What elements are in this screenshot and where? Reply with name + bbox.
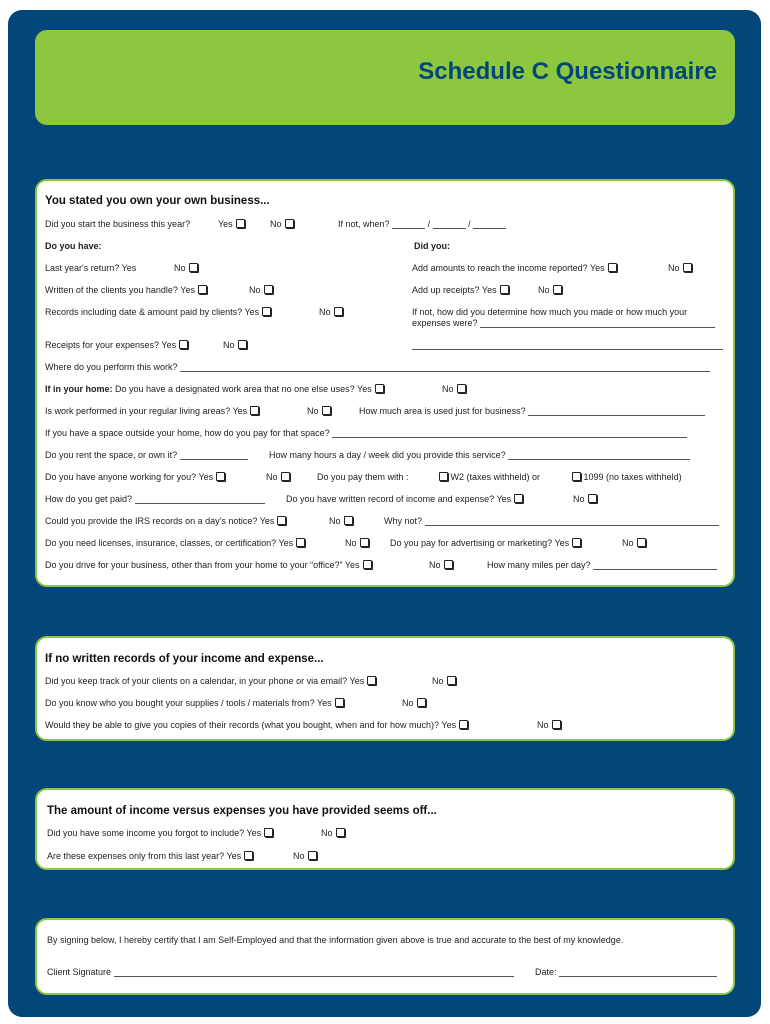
space-outside-field[interactable]	[332, 428, 687, 438]
section-heading: The amount of income versus expenses you have provided seems off...	[47, 805, 437, 817]
forgot-income: Did you have some income you forgot to include? Yes	[47, 828, 273, 839]
drive-yes-checkbox[interactable]	[363, 560, 372, 569]
records-no: No	[319, 307, 343, 318]
day-field[interactable]	[433, 219, 466, 229]
records-yes-checkbox[interactable]	[262, 307, 271, 316]
add-amounts-no-checkbox[interactable]	[683, 263, 692, 272]
calendar-yes-checkbox[interactable]	[367, 676, 376, 685]
written-record: Do you have written record of income and expense? Yes	[286, 494, 523, 505]
forgot-income-yes-checkbox[interactable]	[264, 828, 273, 837]
drive-no: No	[429, 560, 453, 571]
licenses-no-checkbox[interactable]	[360, 538, 369, 547]
designated-area: If in your home: Do you have a designated work area that no one else uses? Yes	[45, 384, 384, 395]
written-clients-no: No	[249, 285, 273, 296]
written-clients: Written of the clients you handle? Yes	[45, 285, 207, 296]
miles-field[interactable]	[593, 560, 717, 570]
last-year-no: No	[174, 263, 198, 274]
written-clients-yes-checkbox[interactable]	[198, 285, 207, 294]
if-not-how-line2: expenses were?	[412, 318, 715, 329]
irs-no: No	[329, 516, 353, 527]
page-title: Schedule C Questionnaire	[418, 58, 717, 85]
copies-no: No	[537, 720, 561, 731]
anyone-yes-checkbox[interactable]	[216, 472, 225, 481]
1099-checkbox[interactable]	[572, 472, 581, 481]
hours-week: How many hours a day / week did you provide this service?	[269, 450, 690, 461]
month-field[interactable]	[392, 219, 425, 229]
start-yes-checkbox[interactable]	[236, 219, 245, 228]
title-banner	[35, 30, 735, 125]
advertising: Do you pay for advertising or marketing? Yes	[390, 538, 581, 549]
anyone-no: No	[266, 472, 290, 483]
hours-field[interactable]	[508, 450, 690, 460]
1099-option: 1099 (no taxes withheld)	[569, 472, 682, 483]
advertising-yes-checkbox[interactable]	[572, 538, 581, 547]
space-outside: If you have a space outside your home, how do you pay for that space?	[45, 428, 687, 439]
rent-space-field[interactable]	[180, 450, 248, 460]
how-paid-field[interactable]	[135, 494, 265, 504]
why-not-field[interactable]	[425, 516, 719, 526]
supplies-no-checkbox[interactable]	[417, 698, 426, 707]
section-heading: You stated you own your own business...	[45, 195, 270, 207]
last-year-only: Are these expenses only from this last year? Yes	[47, 851, 253, 862]
signature-section	[35, 918, 735, 995]
add-receipts: Add up receipts? Yes	[412, 285, 509, 296]
written-clients-no-checkbox[interactable]	[264, 285, 273, 294]
where-perform: Where do you perform this work?	[45, 362, 710, 373]
w2-checkbox[interactable]	[439, 472, 448, 481]
how-paid: How do you get paid?	[45, 494, 265, 505]
business-section	[35, 179, 735, 587]
records-including: Records including date & amount paid by clients? Yes	[45, 307, 271, 318]
written-record-no-checkbox[interactable]	[588, 494, 597, 503]
licenses: Do you need licenses, insurance, classes, or certification? Yes	[45, 538, 305, 549]
area-field[interactable]	[528, 406, 705, 416]
last-year-return: Last year's return? Yes	[45, 263, 137, 273]
last-year-only-no-checkbox[interactable]	[308, 851, 317, 860]
add-amounts-yes-checkbox[interactable]	[608, 263, 617, 272]
irs-yes-checkbox[interactable]	[277, 516, 286, 525]
did-you-label: Did you:	[414, 241, 450, 251]
income-expense-section	[35, 788, 735, 870]
how-determined-field[interactable]	[480, 318, 715, 328]
start-yes: Yes	[218, 219, 245, 230]
add-receipts-yes-checkbox[interactable]	[500, 285, 509, 294]
irs-no-checkbox[interactable]	[344, 516, 353, 525]
start-no-checkbox[interactable]	[285, 219, 294, 228]
add-amounts: Add amounts to reach the income reported? Yes	[412, 263, 617, 274]
receipts-expenses: Receipts for your expenses? Yes	[45, 340, 188, 351]
if-not-how-line1: If not, how did you determine how much you made or how much your	[412, 307, 688, 317]
how-much-area: How much area is used just for business?	[359, 406, 705, 417]
regular-living-yes-checkbox[interactable]	[250, 406, 259, 415]
last-year-only-no: No	[293, 851, 317, 862]
receipts-no: No	[223, 340, 247, 351]
anyone-working: Do you have anyone working for you? Yes	[45, 472, 225, 483]
copies-yes-checkbox[interactable]	[459, 720, 468, 729]
forgot-income-no: No	[321, 828, 345, 839]
rent-space: Do you rent the space, or own it?	[45, 450, 248, 461]
anyone-no-checkbox[interactable]	[281, 472, 290, 481]
w2-option: W2 (taxes withheld) or	[436, 472, 540, 483]
copies: Would they be able to give you copies of their records (what you bought, when and for how much)? Yes	[45, 720, 468, 731]
start-no: No	[270, 219, 294, 230]
add-amounts-no: No	[668, 263, 692, 274]
client-signature: Client Signature	[47, 967, 514, 978]
no-records-section	[35, 636, 735, 741]
if-not-when: If not, when? / /	[338, 219, 506, 230]
add-receipts-no: No	[538, 285, 562, 296]
date-field[interactable]	[559, 967, 717, 977]
designated-no-checkbox[interactable]	[457, 384, 466, 393]
supplies: Do you know who you bought your supplies / tools / materials from? Yes	[45, 698, 344, 709]
designated-yes-checkbox[interactable]	[375, 384, 384, 393]
signature-field[interactable]	[114, 967, 514, 977]
why-not: Why not?	[384, 516, 719, 527]
how-determined-field-2[interactable]	[412, 349, 723, 350]
start-question: Did you start the business this year?	[45, 219, 191, 229]
designated-no: No	[442, 384, 466, 395]
pay-them-with: Do you pay them with :	[317, 472, 409, 482]
supplies-yes-checkbox[interactable]	[335, 698, 344, 707]
where-perform-field[interactable]	[180, 362, 710, 372]
add-receipts-no-checkbox[interactable]	[553, 285, 562, 294]
copies-no-checkbox[interactable]	[552, 720, 561, 729]
supplies-no: No	[402, 698, 426, 709]
last-year-no-checkbox[interactable]	[189, 263, 198, 272]
advertising-no: No	[622, 538, 646, 549]
written-record-no: No	[573, 494, 597, 505]
regular-living-no: No	[307, 406, 331, 417]
last-year-only-yes-checkbox[interactable]	[244, 851, 253, 860]
certify-statement: By signing below, I hereby certify that I am Self-Employed and that the information given above is true and accurate to the best of my knowledge.	[47, 935, 624, 945]
receipts-no-checkbox[interactable]	[238, 340, 247, 349]
date: Date:	[535, 967, 717, 978]
calendar: Did you keep track of your clients on a calendar, in your phone or via email? Yes	[45, 676, 376, 687]
miles: How many miles per day?	[487, 560, 717, 571]
irs-records: Could you provide the IRS records on a day's notice? Yes	[45, 516, 286, 527]
drive: Do you drive for your business, other than from your home to your “office?” Yes	[45, 560, 372, 571]
receipts-yes-checkbox[interactable]	[179, 340, 188, 349]
calendar-no-checkbox[interactable]	[447, 676, 456, 685]
section-heading: If no written records of your income and expense...	[45, 653, 324, 665]
records-no-checkbox[interactable]	[334, 307, 343, 316]
forgot-income-no-checkbox[interactable]	[336, 828, 345, 837]
year-field[interactable]	[473, 219, 506, 229]
regular-living: Is work performed in your regular living areas? Yes	[45, 406, 259, 417]
licenses-no: No	[345, 538, 369, 549]
licenses-yes-checkbox[interactable]	[296, 538, 305, 547]
drive-no-checkbox[interactable]	[444, 560, 453, 569]
written-record-yes-checkbox[interactable]	[514, 494, 523, 503]
do-you-have-label: Do you have:	[45, 241, 102, 251]
advertising-no-checkbox[interactable]	[637, 538, 646, 547]
regular-living-no-checkbox[interactable]	[322, 406, 331, 415]
calendar-no: No	[432, 676, 456, 687]
